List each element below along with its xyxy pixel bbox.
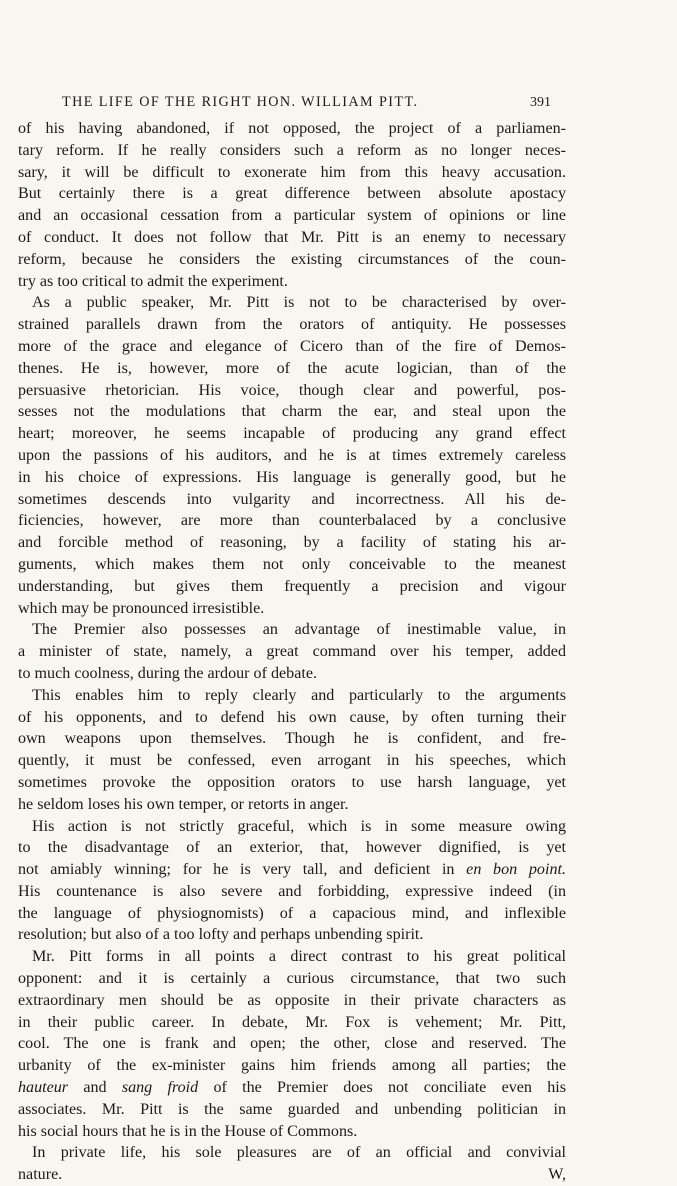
text-line (18, 859, 566, 881)
text-line: to much coolness, during the ardour of debate. (18, 664, 317, 682)
text-line: understanding, but gives them frequently a precision and vigour (18, 577, 566, 595)
running-header (0, 94, 677, 118)
text-line: As a public speaker, Mr. Pitt is not to be characterised by over- (32, 294, 566, 312)
text-line: own weapons upon themselves. Though he is confident, and fre- (18, 730, 566, 748)
text-line: sary, it will be difficult to exonerate him from this heavy accusation. (18, 163, 566, 181)
line-text: and (68, 1079, 122, 1097)
text-line: But certainly there is a great difference between absolute apostacy (18, 185, 566, 203)
text-line: sometimes descends into vulgarity and incorrectness. All his de- (18, 490, 566, 508)
text-line: of his having abandoned, if not opposed, the project of a parliamen- (18, 120, 566, 137)
text-line: upon the passions of his auditors, and he is at times extremely careless (18, 446, 566, 464)
text-line: urbanity of the ex-minister gains him friends among all parties; the (18, 1057, 566, 1075)
catchword: W, (548, 1166, 566, 1184)
text-line: heart; moreover, he seems incapable of producing any grand effect (18, 425, 566, 443)
text-line: of his opponents, and to defend his own cause, by often turning their (18, 708, 566, 726)
text-line: and an occasional cessation from a particular system of opinions or line (18, 207, 566, 225)
text-line: his social hours that he is in the House of Commons. (18, 1122, 358, 1140)
text-line: more of the grace and elegance of Cicero than of the fire of Demos- (18, 337, 566, 355)
line-text: not amiably winning; for he is very tall, and deficient in (18, 861, 467, 879)
body-text (18, 118, 566, 1186)
text-line: resolution; but also of a too lofty and perhaps unbending spirit. (18, 926, 424, 944)
text-line: The Premier also possesses an advantage of inestimable value, in (32, 621, 566, 639)
text-line: This enables him to reply clearly and particularly to the arguments (32, 686, 566, 704)
text-line: thenes. He is, however, more of the acute logician, than of the (18, 359, 566, 377)
text-line: tary reform. If he really considers such a reform as no longer neces- (18, 141, 566, 159)
text-line: which may be pronounced irresistible. (18, 599, 265, 617)
page-number: 391 (530, 95, 551, 110)
text-line: associates. Mr. Pitt is the same guarded and unbending politician in (18, 1100, 566, 1118)
text-line: and forcible method of reasoning, by a facility of stating his ar- (18, 534, 566, 552)
text-line: Mr. Pitt forms in all points a direct contrast to his great political (32, 948, 566, 966)
line-text: of the Premier does not conciliate even his (198, 1079, 566, 1097)
text-line: His action is not strictly graceful, which is in some measure owing (32, 817, 566, 835)
text-line: opponent: and it is certainly a curious circumstance, that two such (18, 970, 566, 988)
text-line (18, 1077, 566, 1099)
text-line: sometimes provoke the opposition orators to use harsh language, yet (18, 773, 566, 791)
text-line: try as too critical to admit the experiment. (18, 272, 288, 290)
text-line: cool. The one is frank and open; the other, close and reserved. The (18, 1035, 566, 1053)
text-line: guments, which makes them not only conceivable to the meanest (18, 555, 566, 573)
italic-phrase: en bon point. (466, 861, 566, 879)
text-line: of conduct. It does not follow that Mr. Pitt is an enemy to necessary (18, 228, 566, 246)
italic-phrase: hauteur (18, 1079, 69, 1097)
text-line: persuasive rhetorician. His voice, though clear and powerful, pos- (18, 381, 566, 399)
last-line-with-catchword (18, 1164, 566, 1186)
text-line: strained parallels drawn from the orators of antiquity. He possesses (18, 316, 566, 334)
text-line: quently, it must be confessed, even arrogant in his speeches, which (18, 752, 566, 770)
text-line: in his choice of expressions. His language is generally good, but he (18, 468, 566, 486)
text-line: nature. (18, 1166, 63, 1184)
text-line: His countenance is also severe and forbidding, expressive indeed (in (18, 882, 566, 900)
text-line: to the disadvantage of an exterior, that, however dignified, is yet (18, 839, 566, 857)
text-line: the language of physiognomists) of a capacious mind, and inflexible (18, 904, 566, 922)
text-line: a minister of state, namely, a great command over his temper, added (18, 643, 566, 661)
text-line: ficiencies, however, are more than counterbalaced by a conclusive (18, 512, 566, 530)
text-line: reform, because he considers the existing circumstances of the coun- (18, 250, 566, 268)
text-line: sesses not the modulations that charm the ear, and steal upon the (18, 403, 566, 421)
text-line: extraordinary men should be as opposite in their private characters as (18, 991, 566, 1009)
text-line: he seldom loses his own temper, or retorts in anger. (18, 795, 349, 813)
text-line: In private life, his sole pleasures are of an official and convivial (32, 1144, 566, 1162)
running-title: THE LIFE OF THE RIGHT HON. WILLIAM PITT. (62, 94, 419, 110)
italic-phrase: sang froid (121, 1079, 199, 1097)
text-line: in their public career. In debate, Mr. Fox is vehement; Mr. Pitt, (18, 1013, 566, 1031)
